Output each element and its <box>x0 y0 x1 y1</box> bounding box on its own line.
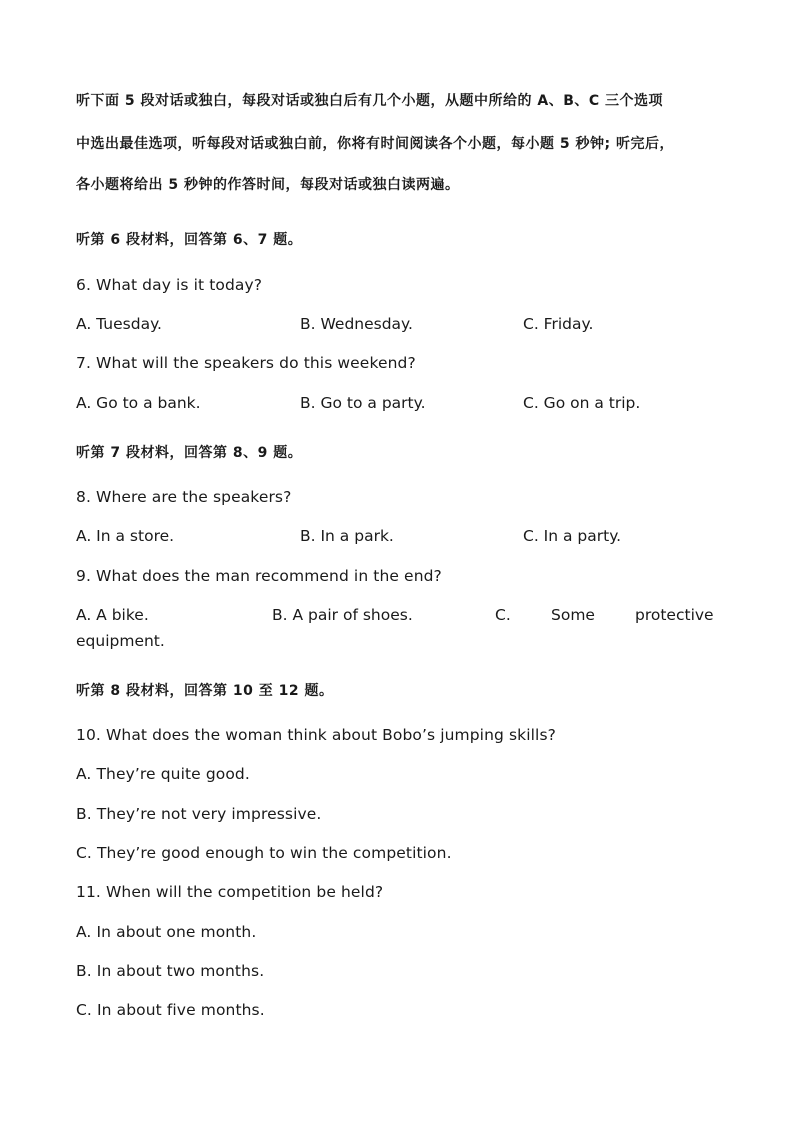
option-b: B. Go to a party. <box>300 394 426 412</box>
option-a: A. In a store. <box>76 527 175 545</box>
option-c: C. In a party. <box>523 527 622 545</box>
option-c-word: protective <box>635 606 714 624</box>
question-stem: 11. When will the competition be held? <box>76 883 384 901</box>
section-heading: 听第 8 段材料，回答第 10 至 12 题。 <box>76 683 334 699</box>
question-stem: 7. What will the speakers do this weekend? <box>76 354 416 372</box>
section-heading: 听第 6 段材料，回答第 6、7 题。 <box>76 232 303 248</box>
question-stem: 10. What does the woman think about Bobo’s jumping skills? <box>76 726 556 744</box>
option-a: A. A bike. <box>76 606 149 624</box>
question-stem: 6. What day is it today? <box>76 276 263 294</box>
instructions-line-2: 中选出最佳选项，听每段对话或独白前，你将有时间阅读各个小题，每小题 5 秒钟; 听完后， <box>76 136 674 152</box>
option-c: C. Go on a trip. <box>523 394 641 412</box>
option-b: B. In a park. <box>300 527 394 545</box>
option-c: C. Friday. <box>523 315 594 333</box>
option-c-continued: equipment. <box>76 632 165 650</box>
section-heading: 听第 7 段材料，回答第 8、9 题。 <box>76 445 303 461</box>
option-a: A. Tuesday. <box>76 315 162 333</box>
option-c: C. They’re good enough to win the competition. <box>76 844 452 862</box>
option-b: B. They’re not very impressive. <box>76 805 322 823</box>
option-b: B. A pair of shoes. <box>272 606 413 624</box>
option-b: B. Wednesday. <box>300 315 413 333</box>
option-a: A. Go to a bank. <box>76 394 201 412</box>
option-c: C. <box>495 606 511 624</box>
instructions-line-1: 听下面 5 段对话或独白，每段对话或独白后有几个小题，从题中所给的 A、B、C 三个选项 <box>76 93 664 109</box>
option-a: A. They’re quite good. <box>76 765 250 783</box>
question-stem: 8. Where are the speakers? <box>76 488 292 506</box>
option-b: B. In about two months. <box>76 962 265 980</box>
option-c-word: Some <box>551 606 595 624</box>
instructions-line-3: 各小题将给出 5 秒钟的作答时间，每段对话或独白读两遍。 <box>76 177 460 193</box>
option-c: C. In about five months. <box>76 1001 265 1019</box>
option-a: A. In about one month. <box>76 923 257 941</box>
question-stem: 9. What does the man recommend in the end? <box>76 567 442 585</box>
